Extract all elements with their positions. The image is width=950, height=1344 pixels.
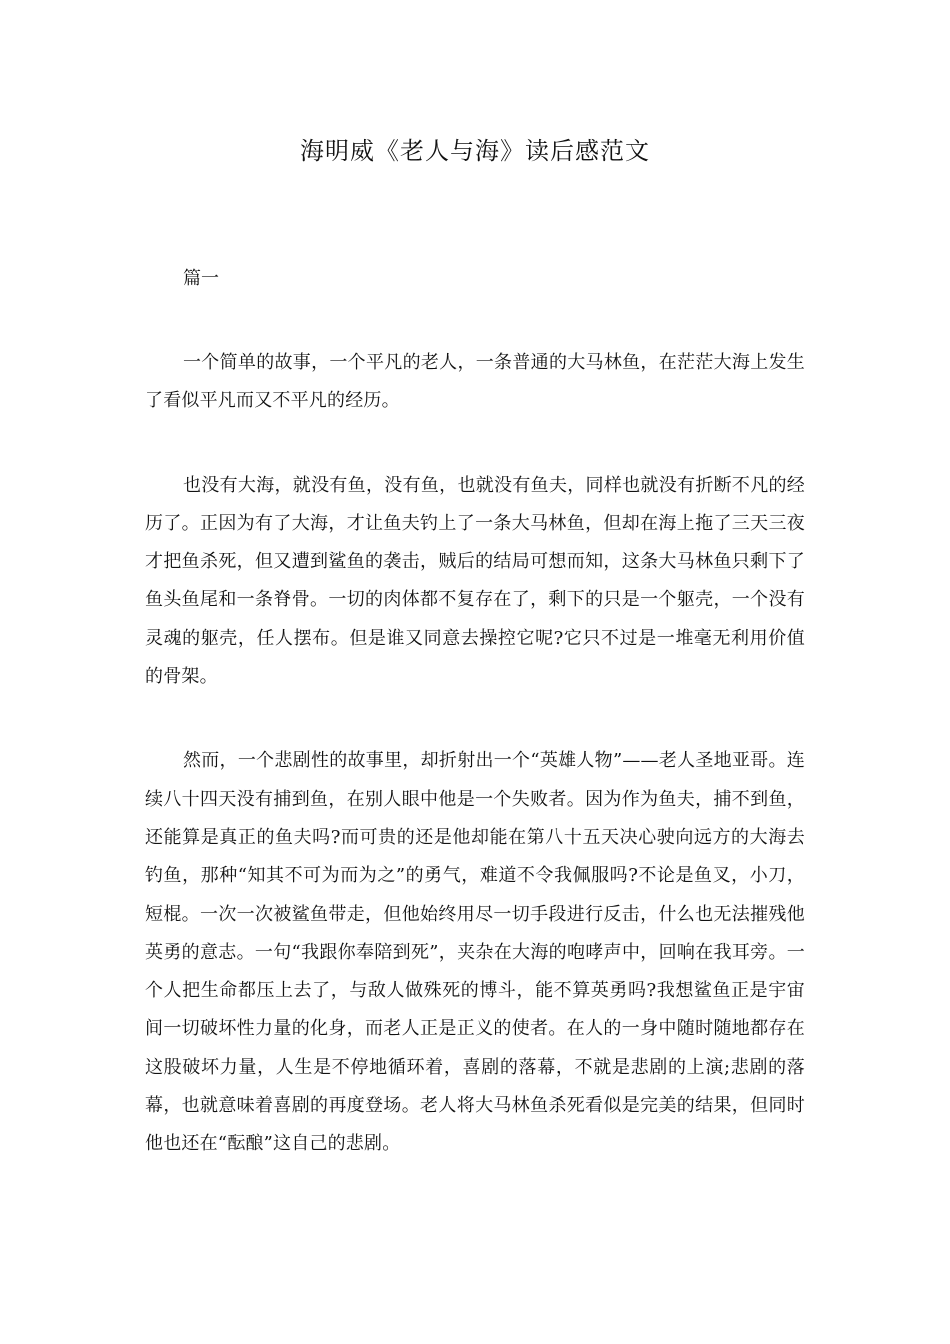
paragraph-2: 也没有大海，就没有鱼，没有鱼，也就没有鱼夫，同样也就没有折断不凡的经历了。正因为有了大海，才让鱼夫钓上了一条大马林鱼，但却在海上拖了三天三夜才把鱼杀死，但又遭到鲨鱼的袭击，贼后的结局可想而知，这条大马林鱼只剩下了鱼头鱼尾和一条脊骨。一切的肉体都不复存在了，剩下的只是一个躯壳，一个没有灵魂的躯壳，任人摆布。但是谁又同意去操控它呢?它只不过是一堆毫无利用价值的骨架。	[145, 474, 805, 688]
section-heading: 篇一	[183, 268, 219, 289]
paragraph-1: 一个简单的故事，一个平凡的老人，一条普通的大马林鱼，在茫茫大海上发生了看似平凡而又不平凡的经历。	[145, 352, 805, 412]
document-title: 海明威《老人与海》读后感范文	[300, 137, 650, 165]
document-body	[145, 260, 805, 1210]
paragraph-3: 然而，一个悲剧性的故事里，却折射出一个“英雄人物”——老人圣地亚哥。连续八十四天没有捕到鱼，在别人眼中他是一个失败者。因为作为鱼夫，捕不到鱼，还能算是真正的鱼夫吗?而可贵的还是他却能在第八十五天决心驶向远方的大海去钓鱼，那种“知其不可为而为之”的勇气，难道不令我佩服吗?不论是鱼叉，小刀，短棍。一次一次被鲨鱼带走，但他始终用尽一切手段进行反击，什么也无法摧残他英勇的意志。一句“我跟你奉陪到死”，夹杂在大海的咆哮声中，回响在我耳旁。一个人把生命都压上去了，与敌人做殊死的博斗，能不算英勇吗?我想鲨鱼正是宇宙间一切破坏性力量的化身，而老人正是正义的使者。在人的一身中随时随地都存在这股破坏力量，人生是不停地循环着，喜剧的落幕，不就是悲剧的上演;悲剧的落幕，也就意味着喜剧的再度登场。老人将大马林鱼杀死看似是完美的结果，但同时他也还在“酝酿”这自己的悲剧。	[145, 750, 805, 1155]
